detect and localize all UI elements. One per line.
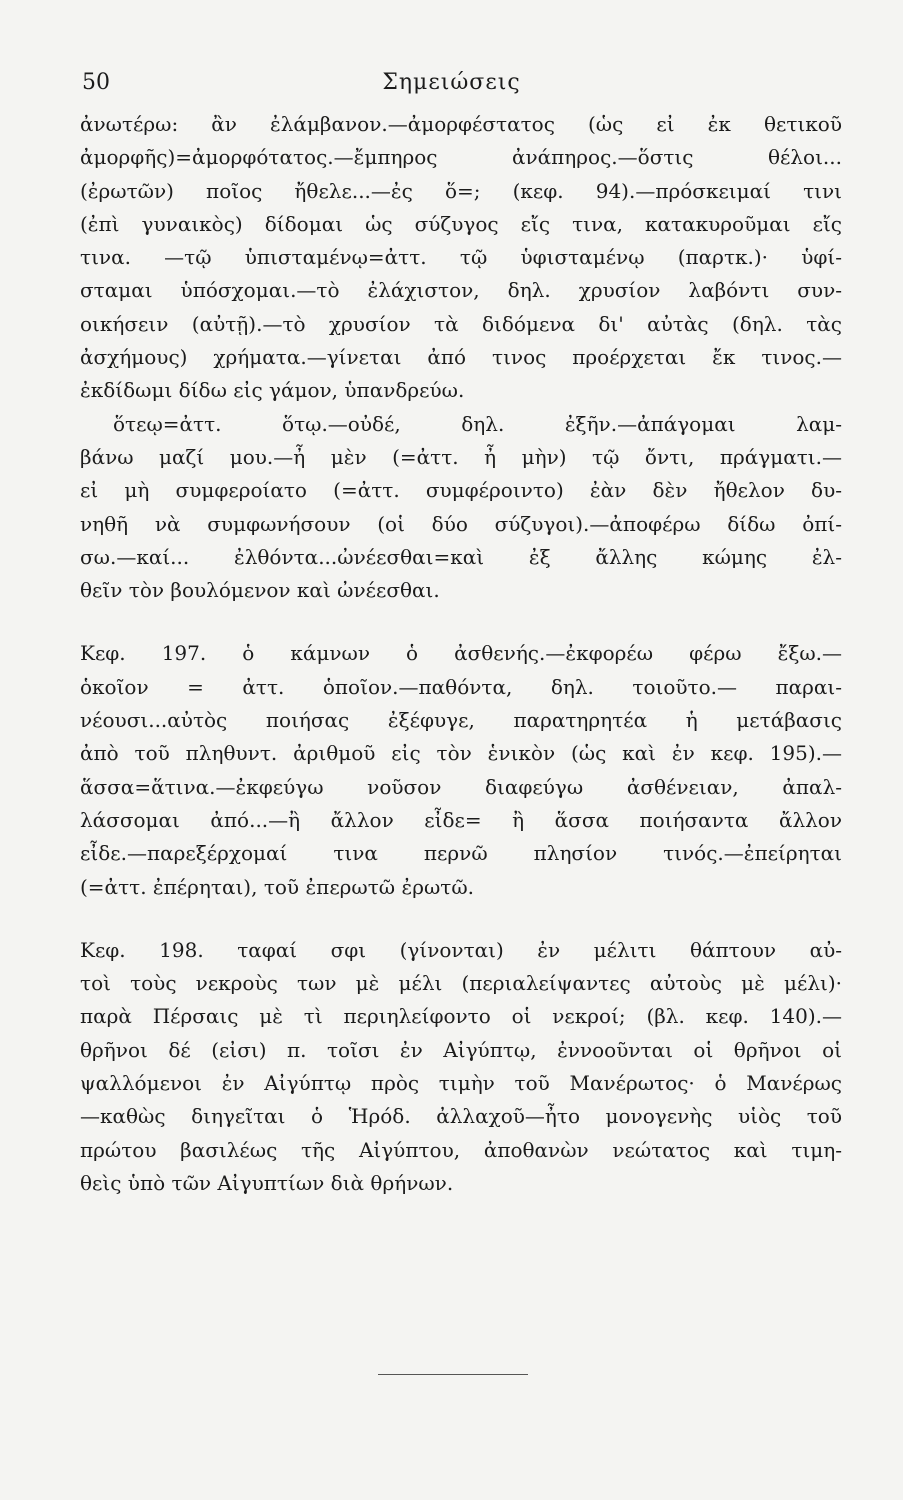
text-line: ὅτεῳ=ἀττ. ὅτῳ.—οὐδέ, δηλ. ἐξῆν.—ἀπάγομαι λαμ- xyxy=(113,411,842,436)
text-line: (=ἀττ. ἐπέρηται), τοῦ ἐπερωτῶ ἐρωτῶ. xyxy=(80,874,475,899)
running-title: Σημειώσεις xyxy=(382,70,521,95)
text-line: λάσσομαι ἀπό...—ἢ ἄλλον εἶδε= ἢ ἅσσα ποιήσαντα ἄλλον xyxy=(80,807,842,832)
text-line: εἶδε.—παρεξέρχομαί τινα περνῶ πλησίον τινός.—ἐπείρηται xyxy=(80,841,842,866)
text-line: (ἐπὶ γυναικὸς) δίδομαι ὡς σύζυγος εἴς τινα, κατακυροῦμαι εἴς xyxy=(80,211,842,236)
notes-body xyxy=(80,108,842,1200)
paragraph-gap xyxy=(80,904,842,934)
text-line: βάνω μαζί μου.—ἦ μὲν (=ἀττ. ἦ μὴν) τῷ ὄντι, πράγματι.— xyxy=(80,444,842,469)
text-line: θρῆνοι δέ (εἰσι) π. τοῖσι ἐν Αἰγύπτῳ, ἐννοοῦνται οἱ θρῆνοι οἱ xyxy=(80,1037,842,1062)
text-line: Κεφ. 198. ταφαί σφι (γίνονται) ἐν μέλιτι θάπτουν αὐ- xyxy=(80,937,842,962)
paragraph-gap xyxy=(80,607,842,637)
text-line: Κεφ. 197. ὁ κάμνων ὁ ἀσθενής.—ἐκφορέω φέρω ἔξω.— xyxy=(80,641,842,666)
text-line: ἀνωτέρω: ἂν ἐλάμβανον.—ἀμορφέστατος (ὡς εἰ ἐκ θετικοῦ xyxy=(80,112,842,136)
text-line: —καθὼς διηγεῖται ὁ Ἡρόδ. ἀλλαχοῦ—ἦτο μονογενὴς υἱὸς τοῦ xyxy=(80,1104,842,1129)
end-rule xyxy=(378,1374,528,1375)
text-line: ἀμορφῆς)=ἀμορφότατος.—ἔμπηρος ἀνάπηρος.—ὅστις θέλοι... xyxy=(80,145,842,170)
text-line: εἰ μὴ συμφεροίατο (=ἀττ. συμφέροιντο) ἐὰν δὲν ἤθελον δυ- xyxy=(80,478,842,503)
text-line: ὁκοῖον = ἀττ. ὁποῖον.—παθόντα, δηλ. τοιοῦτο.— παραι- xyxy=(80,674,842,699)
text-line: ἀσχήμους) χρήματα.—γίνεται ἀπό τινος προέρχεται ἔκ τινος.— xyxy=(80,345,842,370)
text-line: παρὰ Πέρσαις μὲ τὶ περιηλείφοντο οἱ νεκροί; (βλ. κεφ. 140).— xyxy=(80,1004,842,1029)
text-line: τοὶ τοὺς νεκροὺς των μὲ μέλι (περιαλείψαντες αὐτοὺς μὲ μέλι)· xyxy=(80,971,842,996)
text-line: ἅσσα=ἅτινα.—ἐκφεύγω νοῦσον διαφεύγω ἀσθένειαν, ἀπαλ- xyxy=(80,774,842,799)
text-line: σταμαι ὑπόσχομαι.—τὸ ἐλάχιστον, δηλ. χρυσίον λαβόντι συν- xyxy=(80,278,842,303)
text-line: θεὶς ὑπὸ τῶν Αἰγυπτίων διὰ θρήνων. xyxy=(80,1170,454,1195)
text-line: ἐκδίδωμι δίδω εἰς γάμον, ὑπανδρεύω. xyxy=(80,378,465,403)
text-line: νηθῆ νὰ συμφωνήσουν (οἱ δύο σύζυγοι).—ἀποφέρω δίδω ὀπί- xyxy=(80,511,842,536)
text-line: ἀπὸ τοῦ πληθυντ. ἀριθμοῦ εἰς τὸν ἑνικὸν (ὡς καὶ ἐν κεφ. 195).— xyxy=(80,741,842,766)
text-line: πρώτου βασιλέως τῆς Αἰγύπτου, ἀποθανὼν νεώτατος καὶ τιμη- xyxy=(80,1137,842,1162)
text-line: τινα. —τῷ ὑπισταμένῳ=ἀττ. τῷ ὑφισταμένῳ (παρτκ.)· ὑφί- xyxy=(80,245,842,270)
text-line: νέουσι...αὐτὸς ποιήσας ἐξέφυγε, παρατηρητέα ἡ μετάβασις xyxy=(80,708,842,733)
text-line: ψαλλόμενοι ἐν Αἰγύπτῳ πρὸς τιμὴν τοῦ Μανέρωτος· ὁ Μανέρως xyxy=(80,1071,842,1096)
text-line: οικήσειν (αὐτῇ).—τὸ χρυσίον τὰ διδόμενα δι' αὐτὰς (δηλ. τὰς xyxy=(80,311,842,336)
text-line: σω.—καί... ἐλθόντα...ὠνέεσθαι=καὶ ἐξ ἄλλης κώμης ἐλ- xyxy=(80,544,842,569)
text-line: θεῖν τὸν βουλόμενον καὶ ὠνέεσθαι. xyxy=(80,578,440,603)
page-number: 50 xyxy=(82,70,110,95)
text-line: (ἐρωτῶν) ποῖος ἤθελε...—ἐς ὅ=; (κεφ. 94).—πρόσκειμαί τινι xyxy=(80,178,842,203)
